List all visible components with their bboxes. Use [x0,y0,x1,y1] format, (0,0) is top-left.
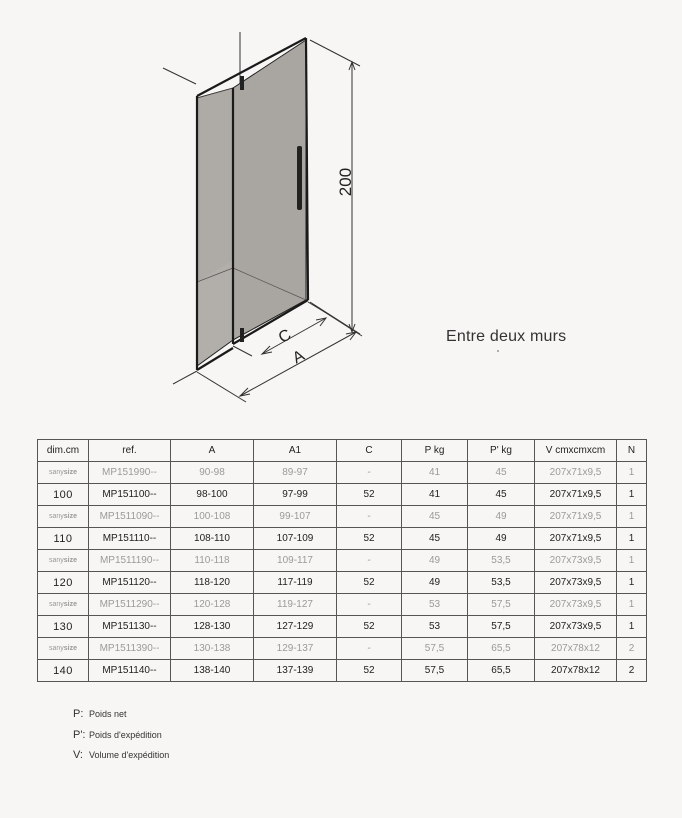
table-cell-p: 53 [402,616,468,638]
table-cell-n: 1 [617,594,647,616]
table-cell-v: 207x73x9,5 [535,594,617,616]
table-cell-a: 90-98 [171,462,254,484]
table-cell-pp: 45 [468,484,535,506]
table-cell-v: 207x71x9,5 [535,528,617,550]
table-body [38,462,647,682]
table-row [38,462,647,484]
table-cell-ref: MP151990-- [89,462,171,484]
table-cell-n: 1 [617,572,647,594]
table-cell-p: 53 [402,594,468,616]
table-row [38,638,647,660]
table-row [38,572,647,594]
table-cell-p: 57,5 [402,660,468,682]
table-cell-a1: 119-127 [254,594,337,616]
table-cell-a1: 97-99 [254,484,337,506]
table-cell-p: 57,5 [402,638,468,660]
table-cell-v: 207x73x9,5 [535,616,617,638]
table-cell-ref: MP151120-- [89,572,171,594]
table-row [38,484,647,506]
column-header: dim.cm [38,440,89,462]
table-cell-a: 118-120 [171,572,254,594]
spec-table [37,439,647,682]
table-row [38,616,647,638]
table-cell-p: 41 [402,462,468,484]
table-cell-c: 52 [337,528,402,550]
table-cell-v: 207x71x9,5 [535,484,617,506]
table-cell-a: 130-138 [171,638,254,660]
installation-caption: Entre deux murs [446,328,567,345]
height-label: 200 [336,167,355,197]
table-cell-dim: 120 [38,572,89,594]
table-cell-a: 138-140 [171,660,254,682]
table-cell-p: 45 [402,528,468,550]
table-cell-c: 52 [337,616,402,638]
table-cell-n: 2 [617,638,647,660]
table-cell-a1: 129-137 [254,638,337,660]
table-cell-dim: sanysize [38,462,89,484]
table-cell-ref: MP151110-- [89,528,171,550]
table-cell-dim: 100 [38,484,89,506]
table-row [38,660,647,682]
table-cell-ref: MP1511390-- [89,638,171,660]
table-cell-n: 1 [617,484,647,506]
table-cell-pp: 49 [468,528,535,550]
table-cell-a1: 127-129 [254,616,337,638]
table-cell-a1: 107-109 [254,528,337,550]
legend-item: V: Volume d'expédition [73,749,170,761]
table-cell-ref: MP151100-- [89,484,171,506]
table-cell-a1: 89-97 [254,462,337,484]
column-header: A [171,440,254,462]
table-cell-dim: sanysize [38,550,89,572]
table-row [38,506,647,528]
column-header: C [337,440,402,462]
table-cell-ref: MP1511190-- [89,550,171,572]
table-cell-pp: 53,5 [468,550,535,572]
table-cell-v: 207x78x12 [535,638,617,660]
column-header: P' kg [468,440,535,462]
table-cell-c: - [337,638,402,660]
table-row [38,550,647,572]
table-cell-a1: 137-139 [254,660,337,682]
table-cell-ref: MP1511090-- [89,506,171,528]
table-cell-a: 110-118 [171,550,254,572]
table-row [38,528,647,550]
table-cell-v: 207x73x9,5 [535,550,617,572]
table-cell-p: 45 [402,506,468,528]
legend-item: P: Poids net [73,708,127,720]
table-cell-pp: 53,5 [468,572,535,594]
table-cell-v: 207x78x12 [535,660,617,682]
table-cell-dim: sanysize [38,506,89,528]
table-cell-ref: MP1511290-- [89,594,171,616]
table-cell-a1: 109-117 [254,550,337,572]
table-cell-dim: sanysize [38,594,89,616]
table-cell-pp: 57,5 [468,616,535,638]
table-cell-pp: 49 [468,506,535,528]
table-cell-n: 1 [617,550,647,572]
table-cell-pp: 65,5 [468,660,535,682]
table-cell-n: 1 [617,528,647,550]
column-header: V cmxcmxcm [535,440,617,462]
table-cell-p: 49 [402,572,468,594]
column-header: ref. [89,440,171,462]
table-cell-c: - [337,462,402,484]
table-cell-c: 52 [337,484,402,506]
table-cell-pp: 45 [468,462,535,484]
table-cell-ref: MP151130-- [89,616,171,638]
table-cell-n: 2 [617,660,647,682]
table-cell-pp: 65,5 [468,638,535,660]
table-cell-a1: 117-119 [254,572,337,594]
glass-panels [197,40,306,366]
table-cell-a: 108-110 [171,528,254,550]
table-cell-c: - [337,550,402,572]
table-row [38,594,647,616]
table-header-row [38,440,647,462]
table-cell-pp: 57,5 [468,594,535,616]
table-cell-p: 49 [402,550,468,572]
table-cell-c: - [337,506,402,528]
table-cell-v: 207x71x9,5 [535,462,617,484]
a-label: A [290,347,308,368]
table-cell-dim: sanysize [38,638,89,660]
table-cell-ref: MP151140-- [89,660,171,682]
table-cell-n: 1 [617,616,647,638]
caption-dot [497,350,499,352]
column-header: A1 [254,440,337,462]
table-cell-a: 100-108 [171,506,254,528]
table-cell-c: - [337,594,402,616]
table-cell-dim: 130 [38,616,89,638]
table-cell-a: 98-100 [171,484,254,506]
table-cell-n: 1 [617,506,647,528]
table-cell-a: 128-130 [171,616,254,638]
table-cell-v: 207x71x9,5 [535,506,617,528]
table-cell-c: 52 [337,660,402,682]
table-cell-a: 120-128 [171,594,254,616]
table-cell-a1: 99-107 [254,506,337,528]
table-cell-dim: 140 [38,660,89,682]
legend-item: P': Poids d'expédition [73,729,162,741]
c-label: C [275,326,295,347]
table-cell-p: 41 [402,484,468,506]
table-cell-dim: 110 [38,528,89,550]
table-cell-v: 207x73x9,5 [535,572,617,594]
table-cell-c: 52 [337,572,402,594]
column-header: P kg [402,440,468,462]
table-cell-n: 1 [617,462,647,484]
column-header: N [617,440,647,462]
